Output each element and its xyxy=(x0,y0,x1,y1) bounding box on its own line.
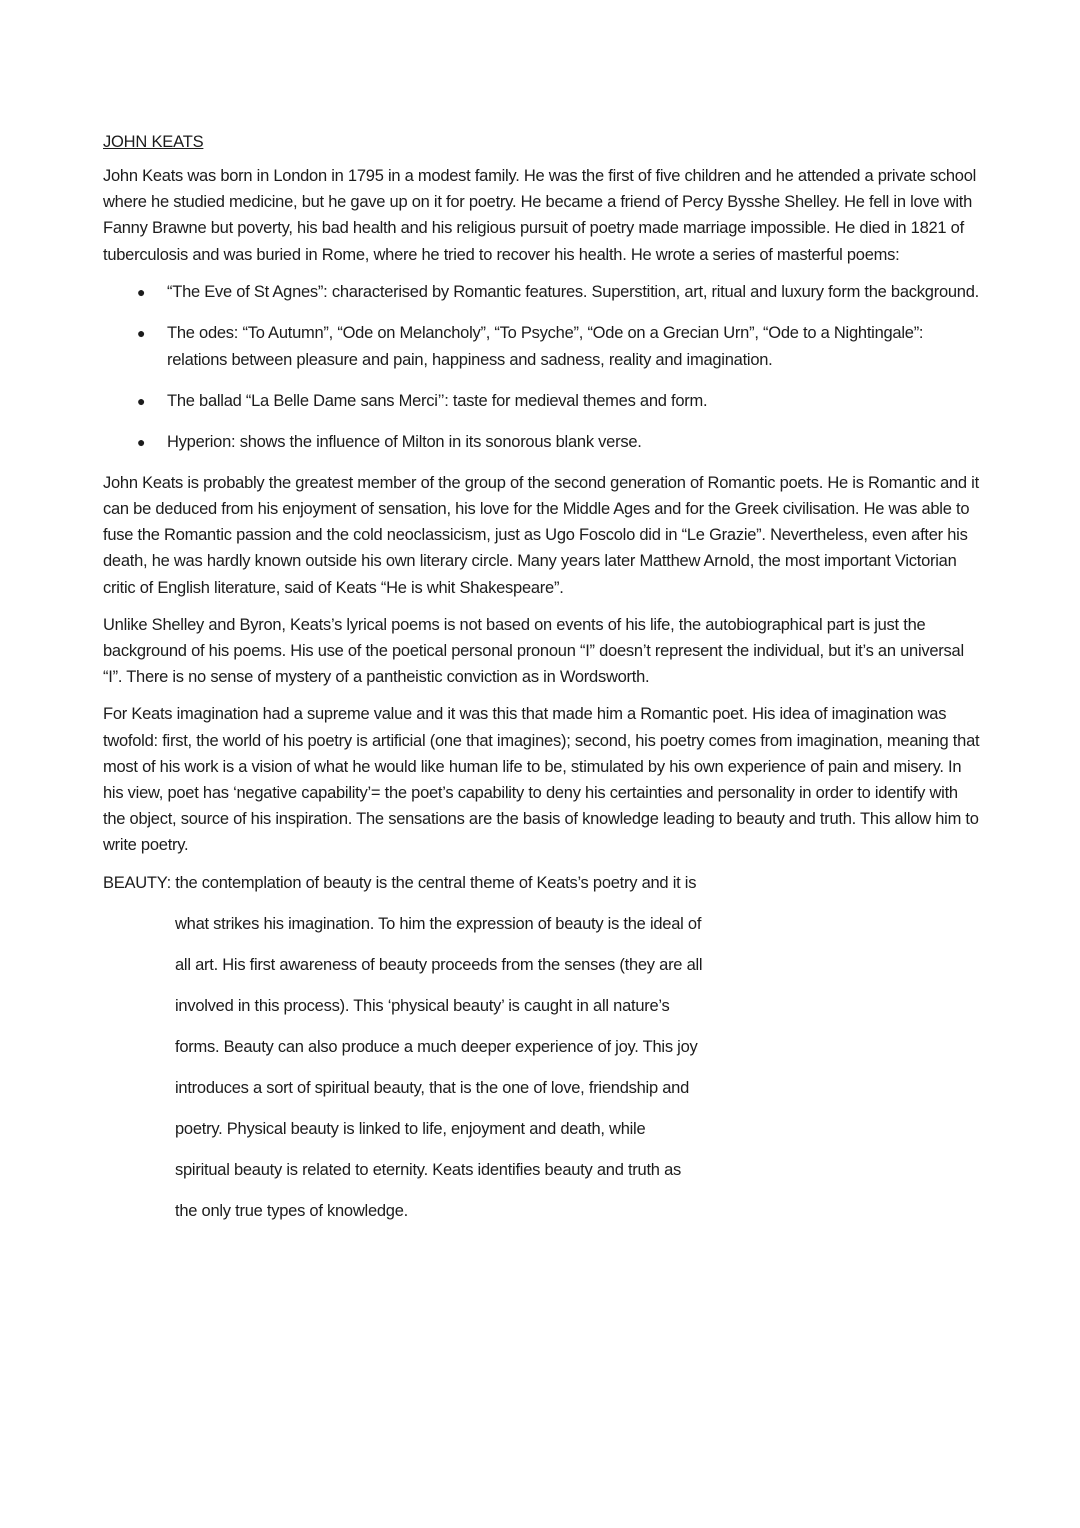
paragraph-biography: John Keats was born in London in 1795 in a modest family. He was the first of five children and he attended a private school where he studied medicine, but he gave up on it for poetry. He became a friend of Percy Bysshe Shelley. He fell in love with Fanny Brawne but poverty, his bad health and his religious pursuit of poetry made marriage impossible. He died in 1821 of tuberculosis and was buried in Rome, where he tried to recover his health. He wrote a series of masterful poems: xyxy=(103,167,977,264)
beauty-line: what strikes his imagination. To him the expression of beauty is the ideal of xyxy=(175,914,702,933)
paragraph-romantic: John Keats is probably the greatest member of the group of the second generation of Romantic poets. He is Romantic and it can be deduced from his enjoyment of sensation, his love for the Middle Ages and for the Greek civilisation. He was able to fuse the Romantic passion and the cold neoclassicism, just as Ugo Foscolo did in “Le Grazie”. Nevertheless, even after his death, he was hardly known outside his own literary circle. Many years later Matthew Arnold, the most important Victorian critic of English literature, said of Keats “He is whit Shakespeare”. xyxy=(103,473,979,597)
list-item xyxy=(103,279,983,306)
beauty-line: involved in this process). This ‘physical beauty’ is caught in all nature’s xyxy=(175,996,670,1015)
paragraph-lyrical: Unlike Shelley and Byron, Keats’s lyrical poems is not based on events of his life, the autobiographical part is just the background of his poems. His use of the poetical personal pronoun “I” doesn’t represent the individual, but it’s an universal “I”. There is no sense of mystery of a pantheistic conviction as in Wordsworth. xyxy=(103,615,964,687)
beauty-indented-block xyxy=(103,911,815,1224)
beauty-line: the only true types of knowledge. xyxy=(175,1201,408,1220)
beauty-line: spiritual beauty is related to eternity. Keats identifies beauty and truth as xyxy=(175,1160,681,1179)
bullet-icon: ● xyxy=(137,283,146,300)
paragraph-imagination: For Keats imagination had a supreme value and it was this that made him a Romantic poet. His idea of imagination was twofold: first, the world of his poetry is artificial (one that imagines); second, his poetry comes from imagination, meaning that most of his work is a vision of what he would like human life to be, stimulated by his own experience of pain and misery. In his view, poet has ‘negative capability’= the poet’s capability to deny his certainties and personality in order to identify with the object, source of his inspiration. The sensations are the basis of knowledge leading to beauty and truth. This allow him to write poetry. xyxy=(103,705,980,855)
bullet-icon: ● xyxy=(137,324,146,341)
beauty-line: poetry. Physical beauty is linked to life, enjoyment and death, while xyxy=(175,1119,646,1138)
beauty-line: introduces a sort of spiritual beauty, that is the one of love, friendship and xyxy=(175,1078,690,1097)
document-title: JOHN KEATS xyxy=(103,133,204,151)
list-item xyxy=(103,320,983,374)
list-item xyxy=(103,388,983,415)
beauty-section xyxy=(103,870,983,1224)
beauty-line: forms. Beauty can also produce a much deeper experience of joy. This joy xyxy=(175,1037,698,1056)
poem-text: The odes: “To Autumn”, “Ode on Melancholy”, “To Psyche”, “Ode on a Grecian Urn”, “Ode to a Nightingale”: relations between pleasure and pain, happiness and sadness, reality and imagination. xyxy=(167,323,924,369)
poem-text: Hyperion: shows the influence of Milton in its sonorous blank verse. xyxy=(167,432,642,451)
document-page xyxy=(103,131,983,1224)
bullet-icon: ● xyxy=(137,433,146,450)
bullet-icon: ● xyxy=(137,392,146,409)
poem-text: The ballad “La Belle Dame sans Merci’’: taste for medieval themes and form. xyxy=(167,391,708,410)
list-item xyxy=(103,429,983,456)
beauty-first-line: BEAUTY: the contemplation of beauty is the central theme of Keats’s poetry and it is xyxy=(103,873,697,892)
poem-text: “The Eve of St Agnes”: characterised by Romantic features. Superstition, art, ritual and luxury form the background. xyxy=(167,282,979,301)
beauty-line: all art. His first awareness of beauty proceeds from the senses (they are all xyxy=(175,955,703,974)
poems-list xyxy=(103,279,983,456)
